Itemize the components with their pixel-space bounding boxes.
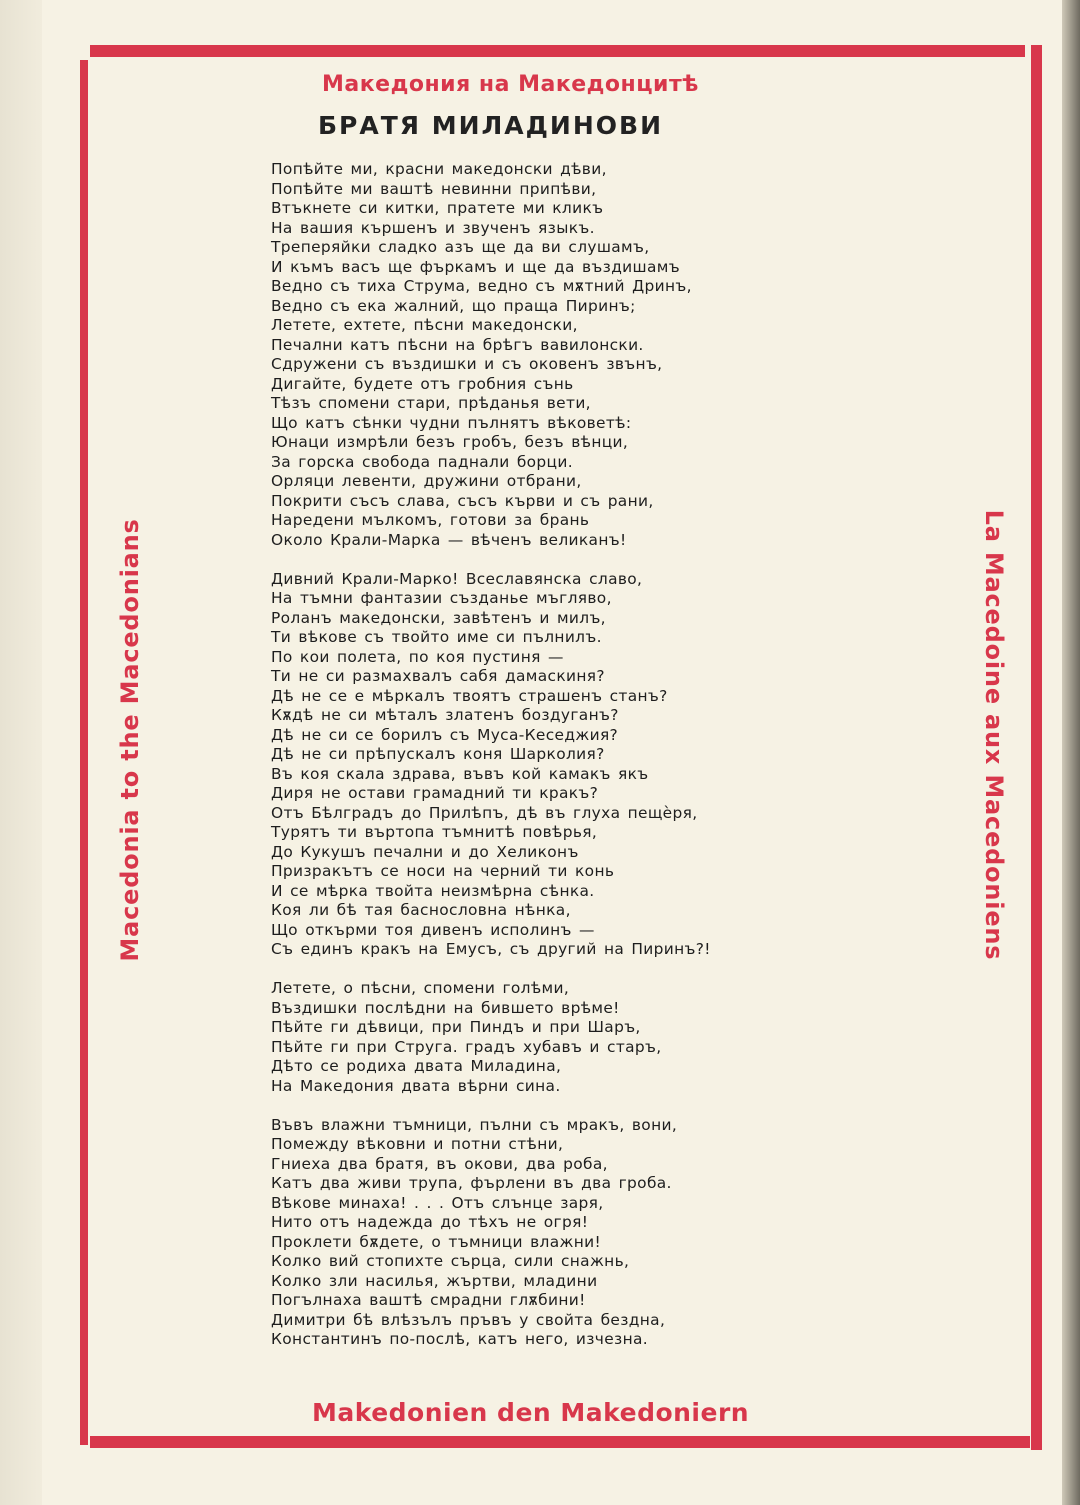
poem-line: Втъкнете си китки, пратете ми кликъ — [271, 199, 604, 217]
poem-line: Треперяйки сладко азъ ще да ви слушамъ, — [271, 238, 650, 256]
poem-line: Ведно съ тиха Струма, ведно съ мѫтний Дринъ, — [271, 277, 692, 295]
poem-line: Попѣйте ми ваштѣ невинни припѣви, — [271, 179, 597, 198]
poem-line: Коя ли бѣ тая баснословна нѣнка, — [271, 901, 571, 919]
poem-stanza — [271, 160, 711, 550]
poem-line: Дивний Крали-Марко! Всеславянска славо, — [271, 569, 643, 588]
poem-line: Проклети бѫдете, о тъмници влажни! — [271, 1232, 601, 1251]
poem-line: Орляци левенти, дружини отбрани, — [271, 472, 582, 490]
page-edge — [1062, 0, 1080, 1505]
poem-line: Въ коя скала здрава, въвъ кой камакъ якъ — [271, 764, 649, 783]
poem-line: На Македония двата вѣрни сина. — [271, 1076, 561, 1095]
frame-bottom-border — [90, 1436, 1030, 1448]
poem-line: Юнаци измрѣли безъ гробъ, безъ вѣнци, — [271, 433, 629, 451]
poem-line: На тъмни фантазии създанье мъгляво, — [271, 589, 612, 607]
poem-line: За горска свобода паднали борци. — [271, 452, 573, 471]
poem-line: Дѣ не си се борилъ съ Муса-Кеседжия? — [271, 725, 619, 744]
poem-line: Призракътъ се носи на черний ти конь — [271, 862, 615, 880]
poem-line: Колко вий стопихте сърца, сили снажнь, — [271, 1252, 630, 1270]
poem-line: Помежду вѣковни и потни стѣни, — [271, 1135, 564, 1153]
poem-line: Летете, ехтете, пѣсни македонски, — [271, 316, 578, 334]
poem-line: Гниеха два братя, въ окови, два роба, — [271, 1154, 608, 1173]
poem-line: Димитри бѣ влѣзълъ пръвъ у свойта бездна, — [271, 1310, 666, 1329]
poem-line: Кѫдѣ не си мѣталъ златенъ боздуганъ? — [271, 706, 619, 724]
poem-line: Вѣкове минаха! . . . Отъ слънце заря, — [271, 1193, 604, 1212]
header-slogan: Македония на Македонцитѣ — [322, 72, 699, 97]
poem-line: На вашия кършенъ и звученъ языкъ. — [271, 218, 595, 237]
poem-stanza — [271, 1116, 711, 1350]
poem-line: Пѣйте ги дѣвици, при Пиндъ и при Шаръ, — [271, 1018, 641, 1036]
poem-line: До Кукушъ печални и до Хеликонъ — [271, 842, 579, 861]
poem-line: Ведно съ ека жалний, що праща Пиринъ; — [271, 296, 636, 315]
poem-line: Пѣйте ги при Струга. градъ хубавъ и старъ, — [271, 1037, 662, 1056]
poem-line: Дѣ не се е мѣркалъ твоятъ страшенъ станъ? — [271, 686, 668, 705]
poem-line: Около Крали-Марка — вѣченъ великанъ! — [271, 530, 627, 549]
poem-line: Покрити съсъ слава, съсъ кърви и съ рани, — [271, 491, 654, 510]
poem-line: Дигайте, будете отъ гробния сънь — [271, 374, 574, 393]
poem-line: Дѣ не си прѣпускалъ коня Шарколия? — [271, 745, 605, 763]
poem-line: Съ единъ кракъ на Емусъ, съ другий на Пиринъ?! — [271, 940, 711, 958]
frame-top-border — [90, 45, 1025, 57]
poem-line: И къмъ васъ ще фъркамъ и ще да въздишамъ — [271, 257, 680, 276]
poem-line: Печални катъ пѣсни на брѣгъ вавилонски. — [271, 335, 644, 354]
scan-margin — [0, 0, 42, 1505]
poem-line: Попѣйте ми, красни македонски дѣви, — [271, 160, 607, 178]
poem-title: БРАТЯ МИЛАДИНОВИ — [318, 111, 663, 140]
poem-line: Погълнаха ваштѣ смрадни глѫбини! — [271, 1291, 586, 1309]
poem-line: Ти не си размахвалъ сабя дамаскиня? — [271, 667, 605, 685]
poem-line: По кои полета, по коя пустиня — — [271, 647, 564, 666]
poem-line: Сдружени съ въздишки и съ оковенъ звънъ, — [271, 355, 663, 373]
poem-stanza — [271, 570, 711, 960]
poem-line: Колко зли насилья, жъртви, младини — [271, 1271, 598, 1290]
poem-body — [271, 160, 711, 1369]
poem-line: Въздишки послѣдни на бившето врѣме! — [271, 998, 620, 1017]
poem-line: Диря не остави грамадний ти кракъ? — [271, 784, 599, 802]
poem-line: И се мѣрка твойта неизмѣрна сѣнка. — [271, 881, 595, 900]
frame-right-border — [1031, 45, 1042, 1450]
poem-line: Въвъ влажни тъмници, пълни съ мракъ, вони, — [271, 1115, 678, 1134]
footer-slogan: Makedonien den Makedoniern — [312, 1398, 750, 1427]
poem-line: Ти вѣкове съ твойто име си пълнилъ. — [271, 628, 602, 646]
poem-line: Тѣзъ спомени стари, прѣданья вети, — [271, 394, 591, 412]
poem-stanza — [271, 979, 711, 1096]
poem-line: Константинъ по-послѣ, катъ него, изчезна. — [271, 1330, 649, 1348]
poem-line: Дѣто се родиха двата Миладина, — [271, 1057, 562, 1075]
poem-line: Наредени мълкомъ, готови за брань — [271, 511, 590, 529]
right-side-slogan: La Macedoine aux Macedoniens — [980, 509, 1008, 961]
poem-line: Отъ Бѣлградъ до Прилѣпъ, дѣ въ глуха пещѐря, — [271, 803, 698, 822]
poem-line: Нито отъ надежда до тѣхъ не огря! — [271, 1213, 589, 1231]
poem-line: Що катъ сѣнки чудни пълнятъ вѣковетѣ: — [271, 413, 632, 432]
left-side-slogan: Macedonia to the Macedonians — [116, 518, 144, 962]
poem-line: Летете, о пѣсни, спомени голѣми, — [271, 979, 570, 997]
frame-left-border — [80, 60, 88, 1445]
poem-line: Роланъ македонски, завѣтенъ и милъ, — [271, 608, 606, 627]
poem-line: Турятъ ти въртопа тъмнитѣ повѣрья, — [271, 823, 598, 841]
poem-line: Що откърми тоя дивенъ исполинъ — — [271, 920, 595, 939]
poem-line: Катъ два живи трупа, фърлени въ два гроба. — [271, 1174, 672, 1192]
